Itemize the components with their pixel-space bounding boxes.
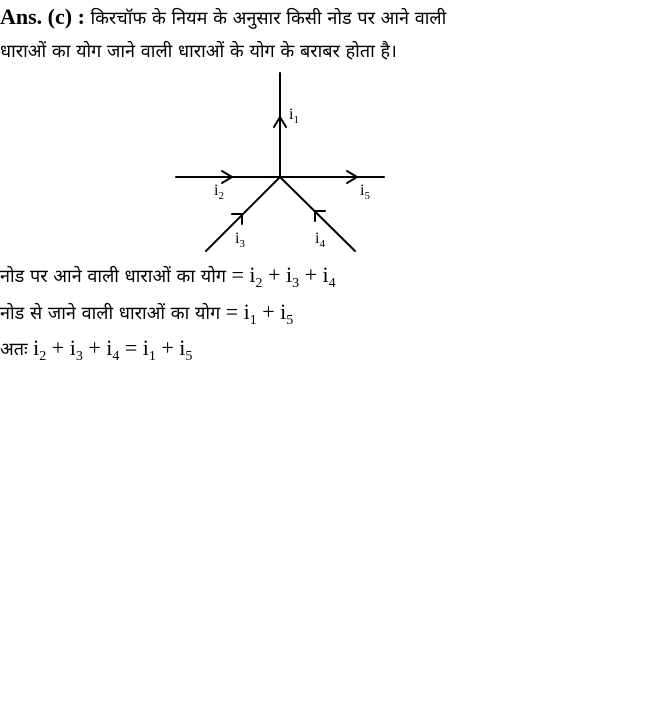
label-i4: $i_4$ (315, 230, 325, 250)
expr-term: + i (155, 335, 186, 360)
hence-expression (27, 335, 193, 364)
expr-term: = i (226, 262, 256, 287)
expr-subscript: 4 (112, 349, 120, 364)
expr-term: + i (256, 299, 287, 324)
incoming-text: नोड पर आने वाली धाराओं का योग (0, 266, 226, 287)
outgoing-text: नोड से जाने वाली धाराओं का योग (0, 303, 221, 324)
expr-term: i (27, 335, 40, 360)
expr-subscript: 5 (185, 349, 193, 364)
expr-subscript: 3 (292, 276, 300, 291)
expr-subscript: 1 (148, 349, 156, 364)
expr-subscript: 2 (255, 276, 263, 291)
label-i2: $i_2$ (214, 182, 224, 202)
hence-equation (0, 335, 192, 363)
answer-text-2: धाराओं का योग जाने वाली धाराओं के योग के बराबर होता है। (0, 41, 397, 62)
incoming-expression (226, 262, 336, 291)
expr-term: + i (46, 335, 76, 360)
expr-subscript: 4 (328, 276, 336, 291)
expr-subscript: 5 (286, 313, 294, 328)
label-i3: $i_3$ (235, 230, 245, 250)
expr-subscript: 2 (39, 349, 47, 364)
expr-term: = i (220, 299, 250, 324)
answer-prefix: Ans. (c) : (0, 4, 85, 29)
expr-term: = i (119, 335, 149, 360)
expr-subscript: 3 (75, 349, 83, 364)
expr-term: + i (299, 262, 329, 287)
label-i1: $i_1$ (289, 106, 299, 126)
outgoing-expression (220, 299, 294, 328)
hence-text: अतः (0, 339, 28, 360)
expr-subscript: 1 (249, 313, 257, 328)
answer-text-1: किरचॉफ के नियम के अनुसार किसी नोड पर आने वाली (90, 8, 447, 29)
expr-term: + i (262, 262, 293, 287)
label-i5: $i_5$ (360, 182, 370, 202)
incoming-equation (0, 262, 336, 290)
outgoing-equation (0, 299, 293, 327)
expr-term: + i (82, 335, 113, 360)
